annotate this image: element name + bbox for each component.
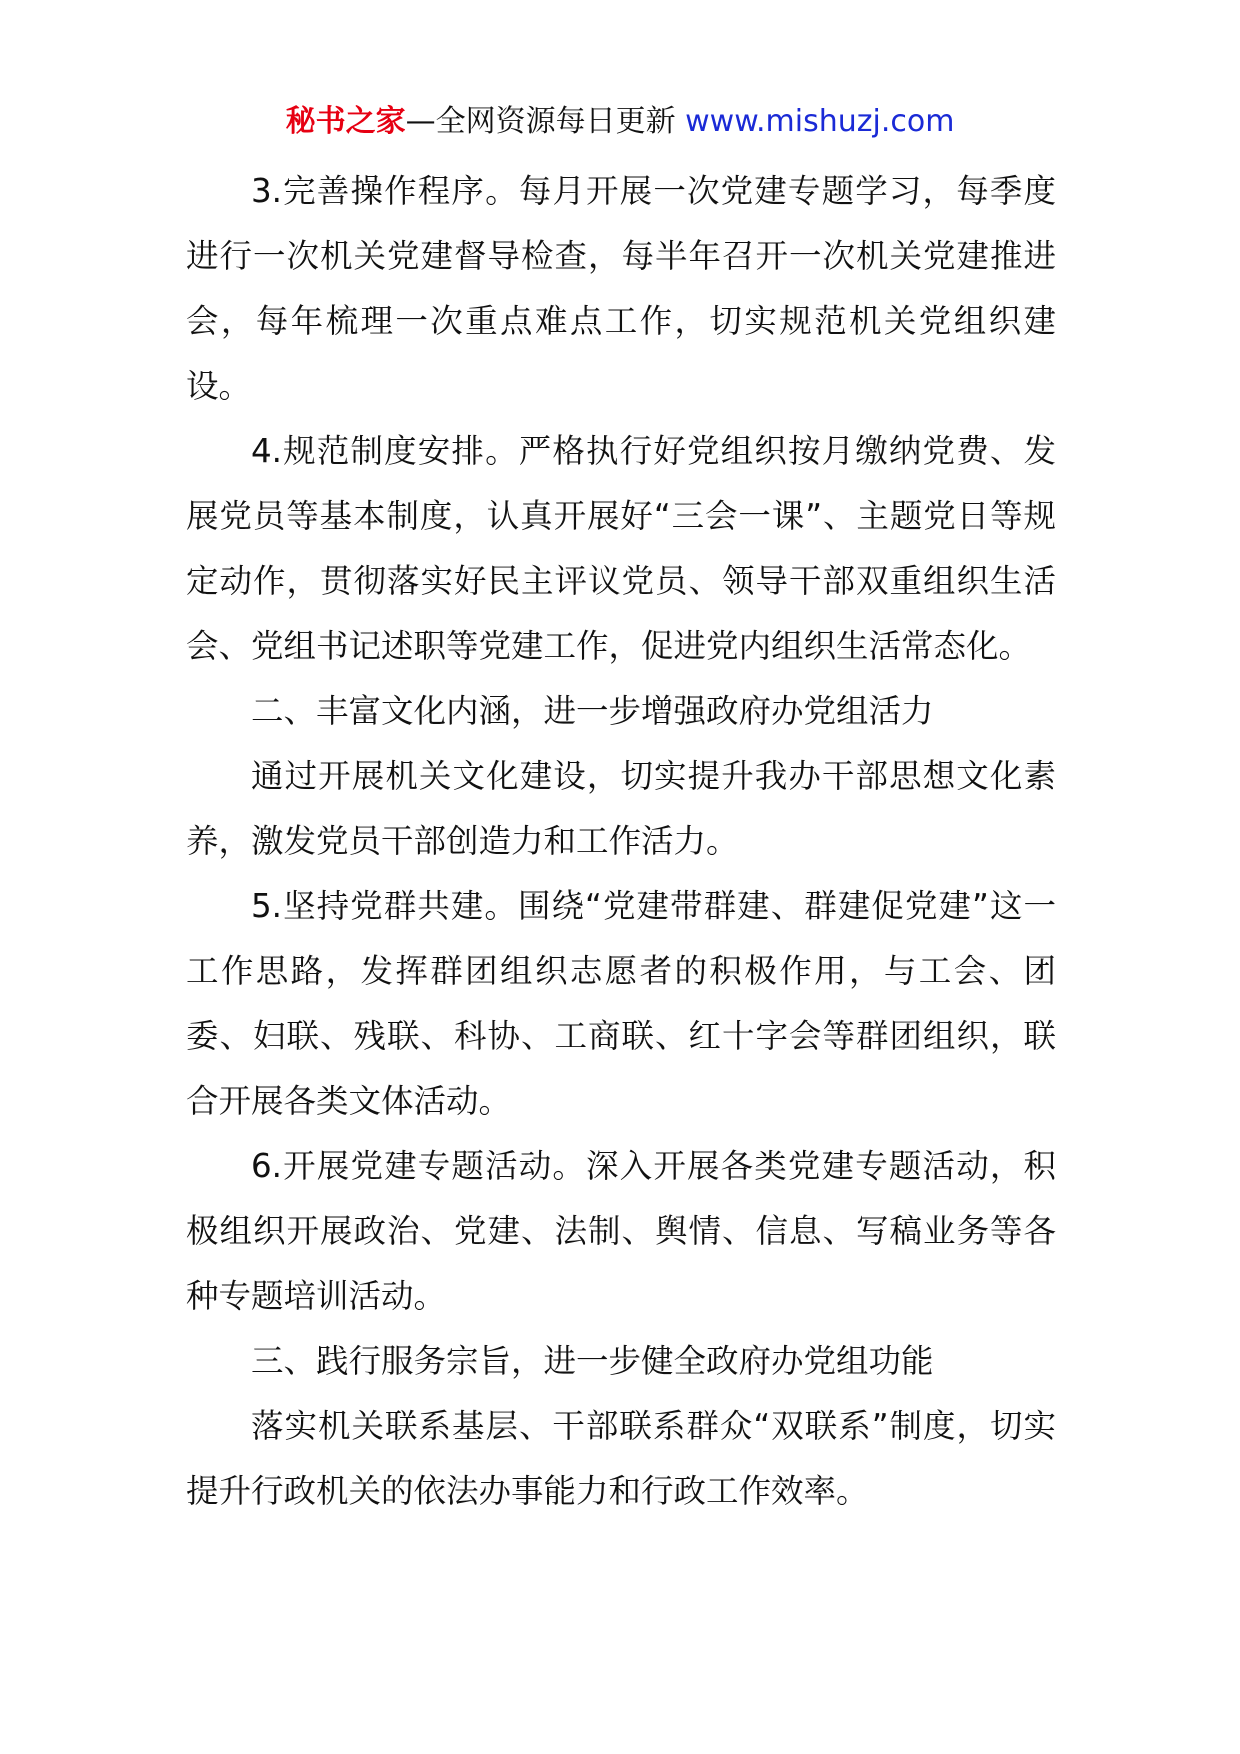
section-intro-2: 通过开展机关文化建设，切实提升我办干部思想文化素养，激发党员干部创造力和工作活力。: [186, 757, 1056, 860]
paragraph-item-3: 3.完善操作程序。每月开展一次党建专题学习，每季度进行一次机关党建督导检查，每半年召开一次机关党建推进会，每年梳理一次重点难点工作，切实规范机关党组织建设。: [186, 172, 1056, 405]
brand-name: 秘书之家: [285, 104, 406, 139]
watermark-header: [0, 100, 1240, 144]
section-heading-3: 三、践行服务宗旨，进一步健全政府办党组功能: [251, 1342, 934, 1380]
section-heading-2: 二、丰富文化内涵，进一步增强政府办党组活力: [251, 692, 934, 730]
header-tagline: —全网资源每日更新: [405, 104, 686, 139]
website-link[interactable]: www.mishuzj.com: [685, 104, 955, 139]
section-intro-3: 落实机关联系基层、干部联系群众“双联系”制度，切实提升行政机关的依法办事能力和行政工作效率。: [186, 1407, 1056, 1510]
paragraph-item-6: 6.开展党建专题活动。深入开展各类党建专题活动，积极组织开展政治、党建、法制、舆情、信息、写稿业务等各种专题培训活动。: [186, 1147, 1056, 1315]
document-body: [186, 159, 1056, 1524]
paragraph-item-5: 5.坚持党群共建。围绕“党建带群建、群建促党建”这一工作思路，发挥群团组织志愿者的积极作用，与工会、团委、妇联、残联、科协、工商联、红十字会等群团组织，联合开展各类文体活动。: [186, 887, 1056, 1120]
paragraph-item-4: 4.规范制度安排。严格执行好党组织按月缴纳党费、发展党员等基本制度，认真开展好“三会一课”、主题党日等规定动作，贯彻落实好民主评议党员、领导干部双重组织生活会、党组书记述职等党建工作，促进党内组织生活常态化。: [186, 432, 1056, 665]
